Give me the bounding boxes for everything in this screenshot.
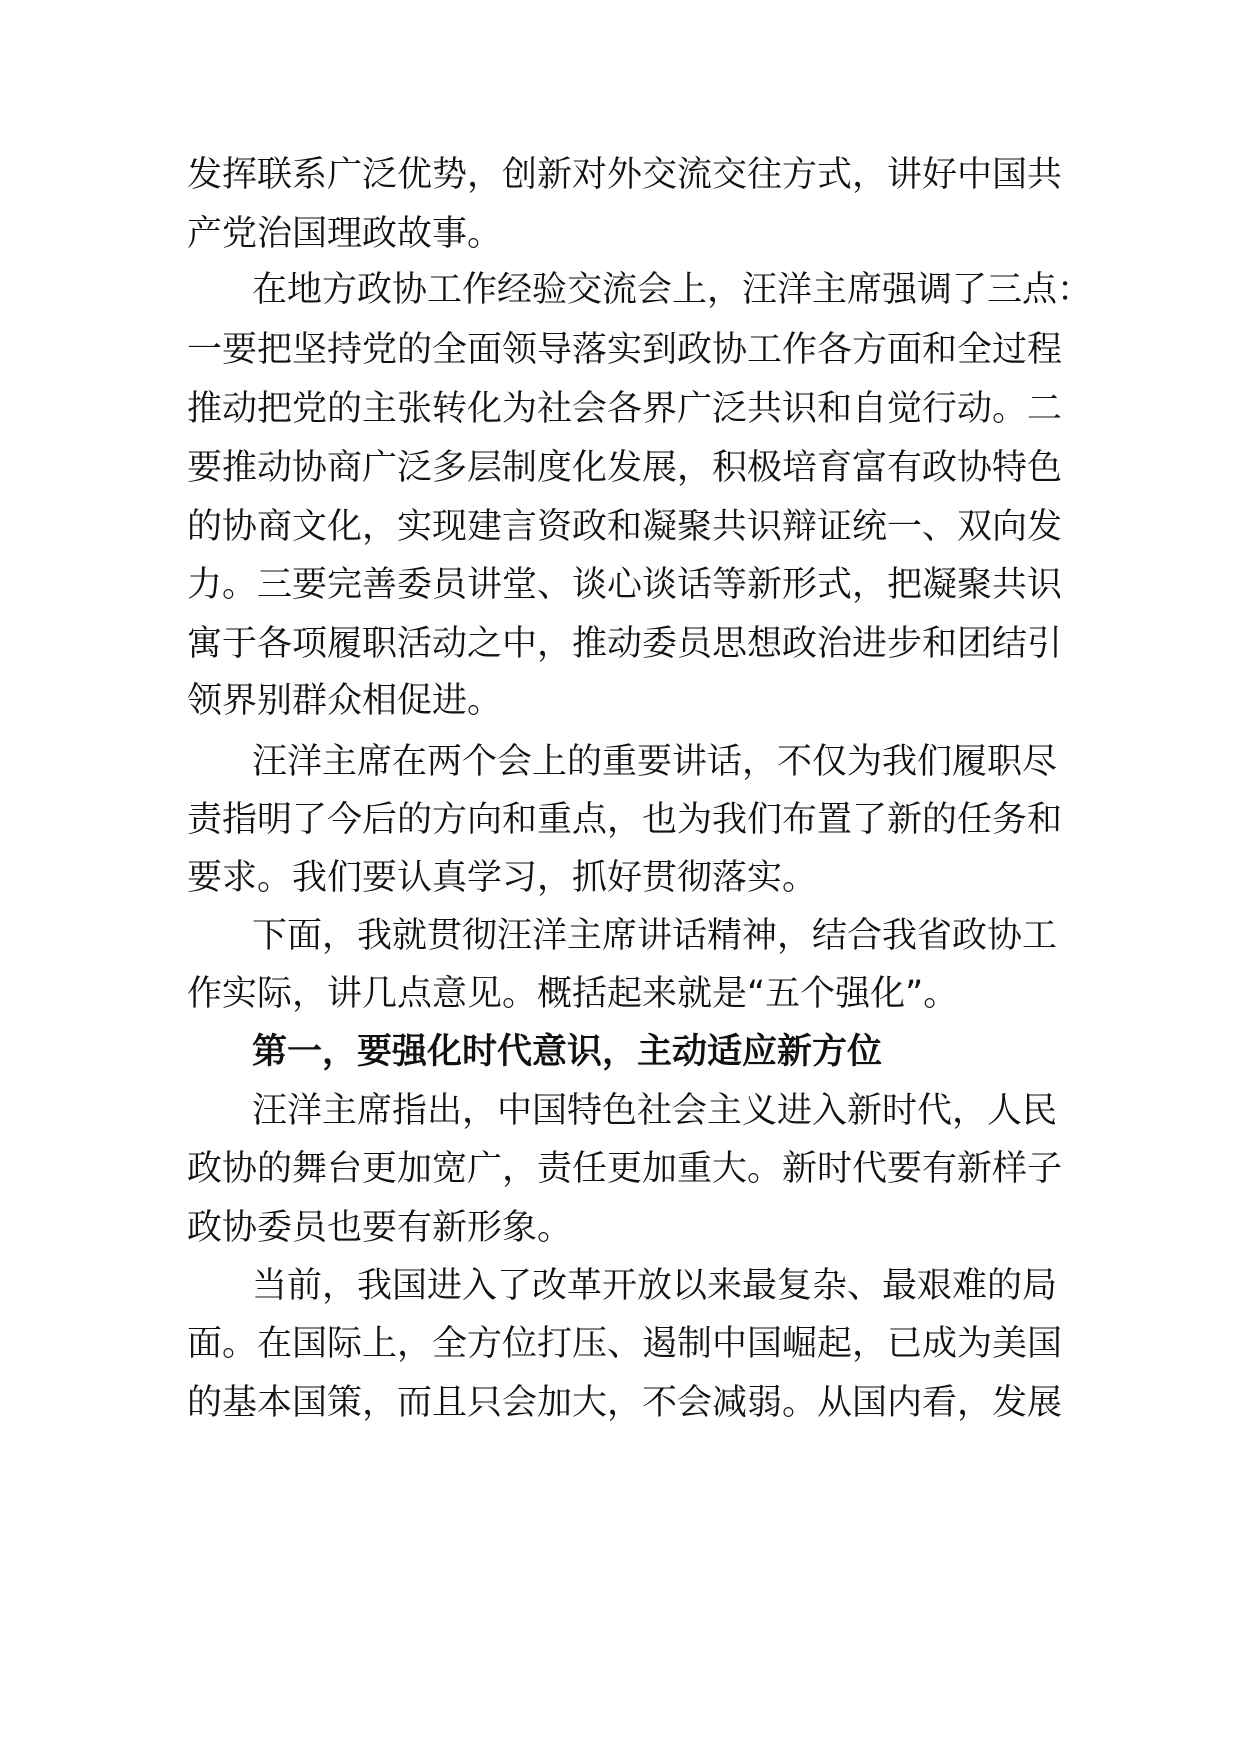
text-line: 要推动协商广泛多层制度化发展，积极培育富有政协特色 [187,448,1063,488]
paragraph-first-line: 当前，我国进入了改革开放以来最复杂、最艰难的局 [252,1266,1058,1306]
text-line: 推动把党的主张转化为社会各界广泛共识和自觉行动。二 [187,389,1063,429]
text-line: 产党治国理政故事。 [187,214,503,254]
paragraph-first-line: 在地方政协工作经验交流会上，汪洋主席强调了三点： [252,270,1093,310]
text-line: 一要把坚持党的全面领导落实到政协工作各方面和全过程 [187,330,1063,370]
text-line: 责指明了今后的方向和重点，也为我们布置了新的任务和 [187,800,1063,840]
paragraph-first-line: 汪洋主席在两个会上的重要讲话，不仅为我们履职尽 [252,742,1058,782]
text-line: 发挥联系广泛优势，创新对外交流交往方式，讲好中国共 [187,155,1063,195]
text-line: 的协商文化，实现建言资政和凝聚共识辩证统一、双向发 [187,507,1063,547]
paragraph-first-line: 下面，我就贯彻汪洋主席讲话精神，结合我省政协工 [252,916,1058,956]
paragraph-first-line: 汪洋主席指出，中国特色社会主义进入新时代，人民 [252,1091,1058,1131]
text-line: 寓于各项履职活动之中，推动委员思想政治进步和团结引 [187,624,1063,664]
text-line: 面。在国际上，全方位打压、遏制中国崛起，已成为美国 [187,1324,1063,1364]
text-line: 要求。我们要认真学习，抓好贯彻落实。 [187,858,818,898]
text-line: 作实际，讲几点意见。概括起来就是“五个强化”。 [187,974,959,1014]
text-line: 政协委员也要有新形象。 [187,1208,573,1248]
text-line: 政协的舞台更加宽广，责任更加重大。新时代要有新样子 [187,1149,1063,1189]
text-line: 力。三要完善委员讲堂、谈心谈话等新形式，把凝聚共识 [187,565,1063,605]
text-line: 领界别群众相促进。 [187,681,503,721]
text-line: 的基本国策，而且只会加大，不会减弱。从国内看，发展 [187,1383,1063,1423]
section-heading: 第一，要强化时代意识，主动适应新方位 [252,1032,883,1072]
